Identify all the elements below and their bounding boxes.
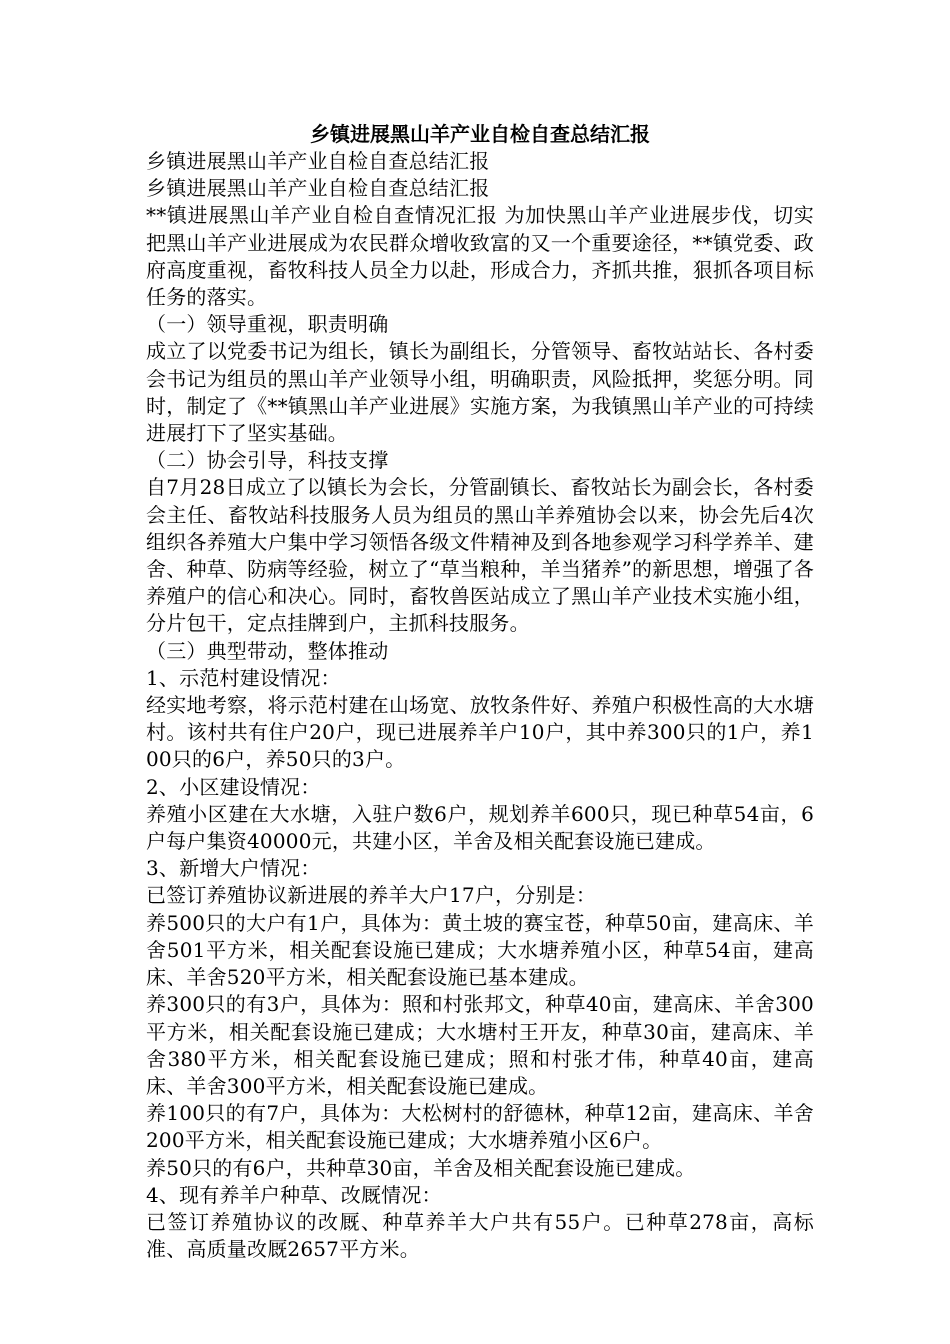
document-subtitle: 乡镇进展黑山羊产业自检自查总结汇报 <box>146 176 490 201</box>
body-paragraph: 养100只的有7户，具体为：大松树村的舒德林，种草12亩，建高床、羊舍200平方米，相关配套设施已建成；大水塘养殖小区6户。 <box>146 1101 814 1153</box>
body-paragraph: 养殖小区建在大水塘，入驻户数6户，规划养羊600只，现已种草54亩，6户每户集资40000元，共建小区，羊舍及相关配套设施已建成。 <box>146 801 814 854</box>
subsection-heading: 2、小区建设情况： <box>146 774 321 799</box>
subsection-heading: 4、现有养羊户种草、改厩情况： <box>146 1182 442 1207</box>
body-paragraph: 经实地考察，将示范村建在山场宽、放牧条件好、养殖户积极性高的大水塘村。该村共有住户20户，现已进展养羊户10户，其中养300只的1户，养100只的6户，养50只的3户。 <box>146 693 814 772</box>
body-paragraph: 养300只的有3户，具体为：照和村张邦文，种草40亩，建高床、羊舍300平方米，相关配套设施已建成；大水塘村王开友，种草30亩，建高床、羊舍380平方米，相关配套设施已建成；照和村张才伟，种草40亩，建高床、羊舍300平方米，相关配套设施已建成。 <box>146 992 814 1098</box>
intro-paragraph: **镇进展黑山羊产业自检自查情况汇报 为加快黑山羊产业进展步伐，切实把黑山羊产业进展成为农民群众增收致富的又一个重要途径，**镇党委、政府高度重视，畜牧科技人员全力以赴，形成合力，齐抓共推，狠抓各项目标任务的落实。 <box>146 203 814 310</box>
section-heading-2: （二）协会引导，科技支撑 <box>146 448 389 473</box>
body-paragraph: 已签订养殖协议的改厩、种草养羊大户共有55户。已种草278亩，高标准、高质量改厩2657平方米。 <box>146 1209 814 1262</box>
subsection-heading: 1、示范村建设情况： <box>146 665 341 690</box>
body-paragraph: 自7月28日成立了以镇长为会长，分管副镇长、畜牧站长为副会长，各村委会主任、畜牧站科技服务人员为组员的黑山羊养殖协会以来，协会先后4次组织各养殖大户集中学习领悟各级文件精神及到各地参观学习科学养羊、建舍、种草、防病等经验，树立了“草当粮种，羊当猪养”的新思想，增强了各养殖户的信心和决心。同时，畜牧兽医站成立了黑山羊产业技术实施小组，分片包干，定点挂牌到户，主抓科技服务。 <box>146 475 814 636</box>
document-title: 乡镇进展黑山羊产业自检自查总结汇报 <box>310 122 650 146</box>
body-paragraph: 已签订养殖协议新进展的养羊大户17户，分别是： <box>146 883 597 908</box>
body-paragraph: 成立了以党委书记为组长，镇长为副组长，分管领导、畜牧站站长、各村委会书记为组员的黑山羊产业领导小组，明确职责，风险抵押，奖惩分明。同时，制定了《**镇黑山羊产业进展》实施方案，为我镇黑山羊产业的可持续进展打下了坚实基础。 <box>146 339 814 446</box>
section-heading-1: （一）领导重视，职责明确 <box>146 312 389 337</box>
document-page <box>146 120 814 1263</box>
subsection-heading: 3、新增大户情况： <box>146 856 321 881</box>
body-paragraph: 养50只的有6户，共种草30亩，羊舍及相关配套设施已建成。 <box>146 1155 696 1180</box>
document-subtitle: 乡镇进展黑山羊产业自检自查总结汇报 <box>146 149 490 173</box>
body-paragraph: 养500只的大户有1户，具体为：黄土坡的赛宝苍，种草50亩，建高床、羊舍501平方米，相关配套设施已建成；大水塘养殖小区，种草54亩，建高床、羊舍520平方米，相关配套设施已基本建成。 <box>146 910 814 990</box>
section-heading-3: （三）典型带动，整体推动 <box>146 638 389 663</box>
